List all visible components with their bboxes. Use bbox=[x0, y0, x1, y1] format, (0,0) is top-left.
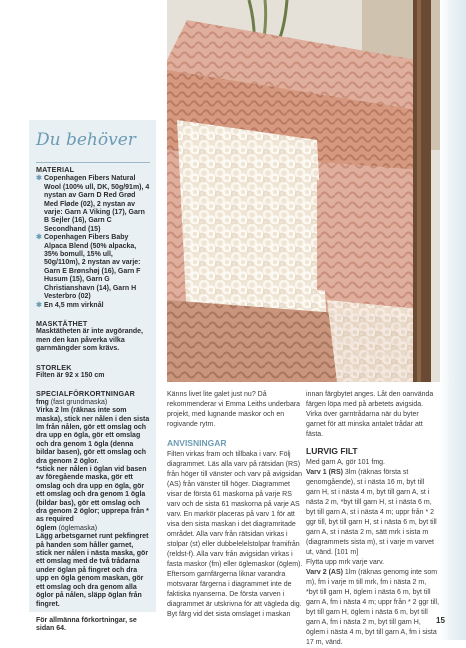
fmg-next-stitch: *stick ner nålen i öglan vid basen av föregående maska, gör ett omslag och dra upp en ögla, gör ett omslag och dra genom 1 ögla (bildar bas), gör ett omslag och dra genom 2 öglor; upprepa från * as required bbox=[36, 466, 149, 524]
continuation-text: innan färgbytet anges. Låt den oanvända färgen löpa med på arbetets avigsida. Virka över garntrådarna när du byter garnet för att minska antalet trådar att fästa. bbox=[306, 391, 434, 438]
size-text: Filten är 92 x 150 cm bbox=[36, 371, 105, 379]
page-edge-decoration bbox=[440, 0, 466, 640]
gauge-text: Masktätheten är inte avgörande, men den kan påverka vilka garnmängder som krävs. bbox=[36, 328, 143, 353]
sidebar-title: Du behöver bbox=[36, 130, 136, 150]
oglem-definition: öglem (öglemaska) bbox=[36, 524, 98, 532]
move-marker-text: Flytta upp mrk varje varv. bbox=[306, 559, 385, 566]
material-list bbox=[36, 175, 150, 310]
materials-sidebar bbox=[29, 120, 156, 633]
general-abbreviations-note: För allmänna förkortningar, se sidan 64. bbox=[36, 616, 137, 633]
page-number: 15 bbox=[436, 616, 445, 625]
instructions-heading: ANVISNINGAR bbox=[167, 438, 227, 448]
gauge-section bbox=[36, 320, 150, 354]
gauge-heading: MASKTÄTHET bbox=[36, 318, 88, 328]
material-item: ✱ En 4,5 mm virknål bbox=[36, 301, 104, 309]
special-heading: SPECIALFÖRKORTNINGAR bbox=[36, 389, 136, 399]
bullet-icon: ✱ bbox=[36, 234, 42, 242]
special-abbreviations-section bbox=[36, 390, 150, 633]
start-text: Med garn A, gör 101 fmg. bbox=[306, 459, 385, 466]
material-section bbox=[36, 162, 150, 310]
size-heading: STORLEK bbox=[36, 362, 72, 372]
row-1-instructions: Varv 1 (RS) 3lm (räknas första st genomgående), st i nästa 16 m, byt till garn H, st i nästa 4 m, byt till garn A, st i nästa 2 m, *byt till garn H, st i nästa 6 m, byt till garn A, st i nästa 4 m; uppr från * 2 ggr till, byt till garn H, st i nästa 6 m, byt till garn A, st i nästa 2 m, sätt mrk i sista m (diagrammets sista m), st i varje m varvet ut, vänd. [101 m] bbox=[306, 469, 437, 556]
size-section bbox=[36, 364, 150, 381]
material-heading: MATERIAL bbox=[36, 162, 150, 174]
intro-text: Känns livet lite galet just nu? Då rekommenderar vi Emma Leiths underbara projekt, med lugnande maskor och en rogivande rytm. bbox=[167, 391, 301, 428]
oglem-description: Lägg arbetsgarnet runt pekfingret på handen som håller garnet, stick ner nålen i nästa maska, gör ett omslag med de två trådarna under öglan på fingret och dra upp en ögla genom maskan, gör ett omslag och dra genom alla öglor på nålen, släpp öglan från fingret. bbox=[36, 533, 149, 608]
fmg-definition: fmg (fast grundmaska) bbox=[36, 398, 108, 406]
material-item: ✱ Copenhagen Fibers Natural Wool (100% ull, DK, 50g/91m), 4 nystan av Garn D Red Grød Med Fløde (02), 2 nystan av varje: Garn A Viking (17), Garn B Sejler (16), Garn C Secondhand (15) bbox=[36, 175, 150, 233]
instructions-body: Filten virkas fram och tillbaka i varv. Följ diagrammet. Läs alla varv på rätsidan (RS) från höger till vänster och varv på avigsidan (AS) från vänster till höger. Diagrammet visar de första 61 maskorna på varje RS varv och de sista 61 maskorna på varje AS varv. En markör placeras på varv 1 för att visa den sista maskan i det diagramritade området. Alla varv från rätsidan virkas i stolpar (st) eller dubbelelelstolpar framifrån (reldst-f). Alla varv från avigsidan virkas i fasta maskor (fm) eller öglemaskor (öglem). Eftersom garnfärgerna liknar varandra motsvarar färgerna i diagrammet inte de faktiska nyanserna. De första varven i diagrammet är utskrivna för att vägleda dig. Byt färg vid det sista omslaget i maskan bbox=[167, 451, 303, 618]
instructions-column-2 bbox=[306, 390, 440, 648]
fmg-description: Virka 2 lm (räknas inte som maska), stick ner nålen i den sista lm från nålen, gör ett omslag och dra upp en ögla, gör ett omslag och dra genom 1 ögla (denna bildar basen), gör ett omslag och dra genom 2 öglor. bbox=[36, 407, 150, 465]
bullet-icon: ✱ bbox=[36, 301, 42, 309]
material-item: ✱ Copenhagen Fibers Baby Alpaca Blend (50% alpacka, 35% bomull, 15% ull, 50g/110m), 2 nystan av varje: Garn E Brønshøj (16), Garn F Husum (15), Garn G Christianshavn (14), Garn H Vesterbro (02) bbox=[36, 234, 141, 301]
bullet-icon: ✱ bbox=[36, 175, 42, 183]
pattern-heading: LURVIG FILT bbox=[306, 446, 358, 456]
row-2-instructions: Varv 2 (AS) 1lm (räknas genomg inte som m), fm i varje m till mrk, fm i nästa 2 m, *byt till garn H, öglem i nästa 6 m, byt till garn A, fm i nästa 4 m; uppr från * 2 ggr till, byt till garn H, öglem i nästa 6 m, byt till garn A, fm i nästa 2 m, byt till garn H, öglem i nästa 4 m, byt till garn A, fm i sista 17 m, vänd. bbox=[306, 569, 440, 646]
blanket-photo bbox=[167, 0, 440, 382]
instructions-column-1 bbox=[167, 390, 304, 620]
